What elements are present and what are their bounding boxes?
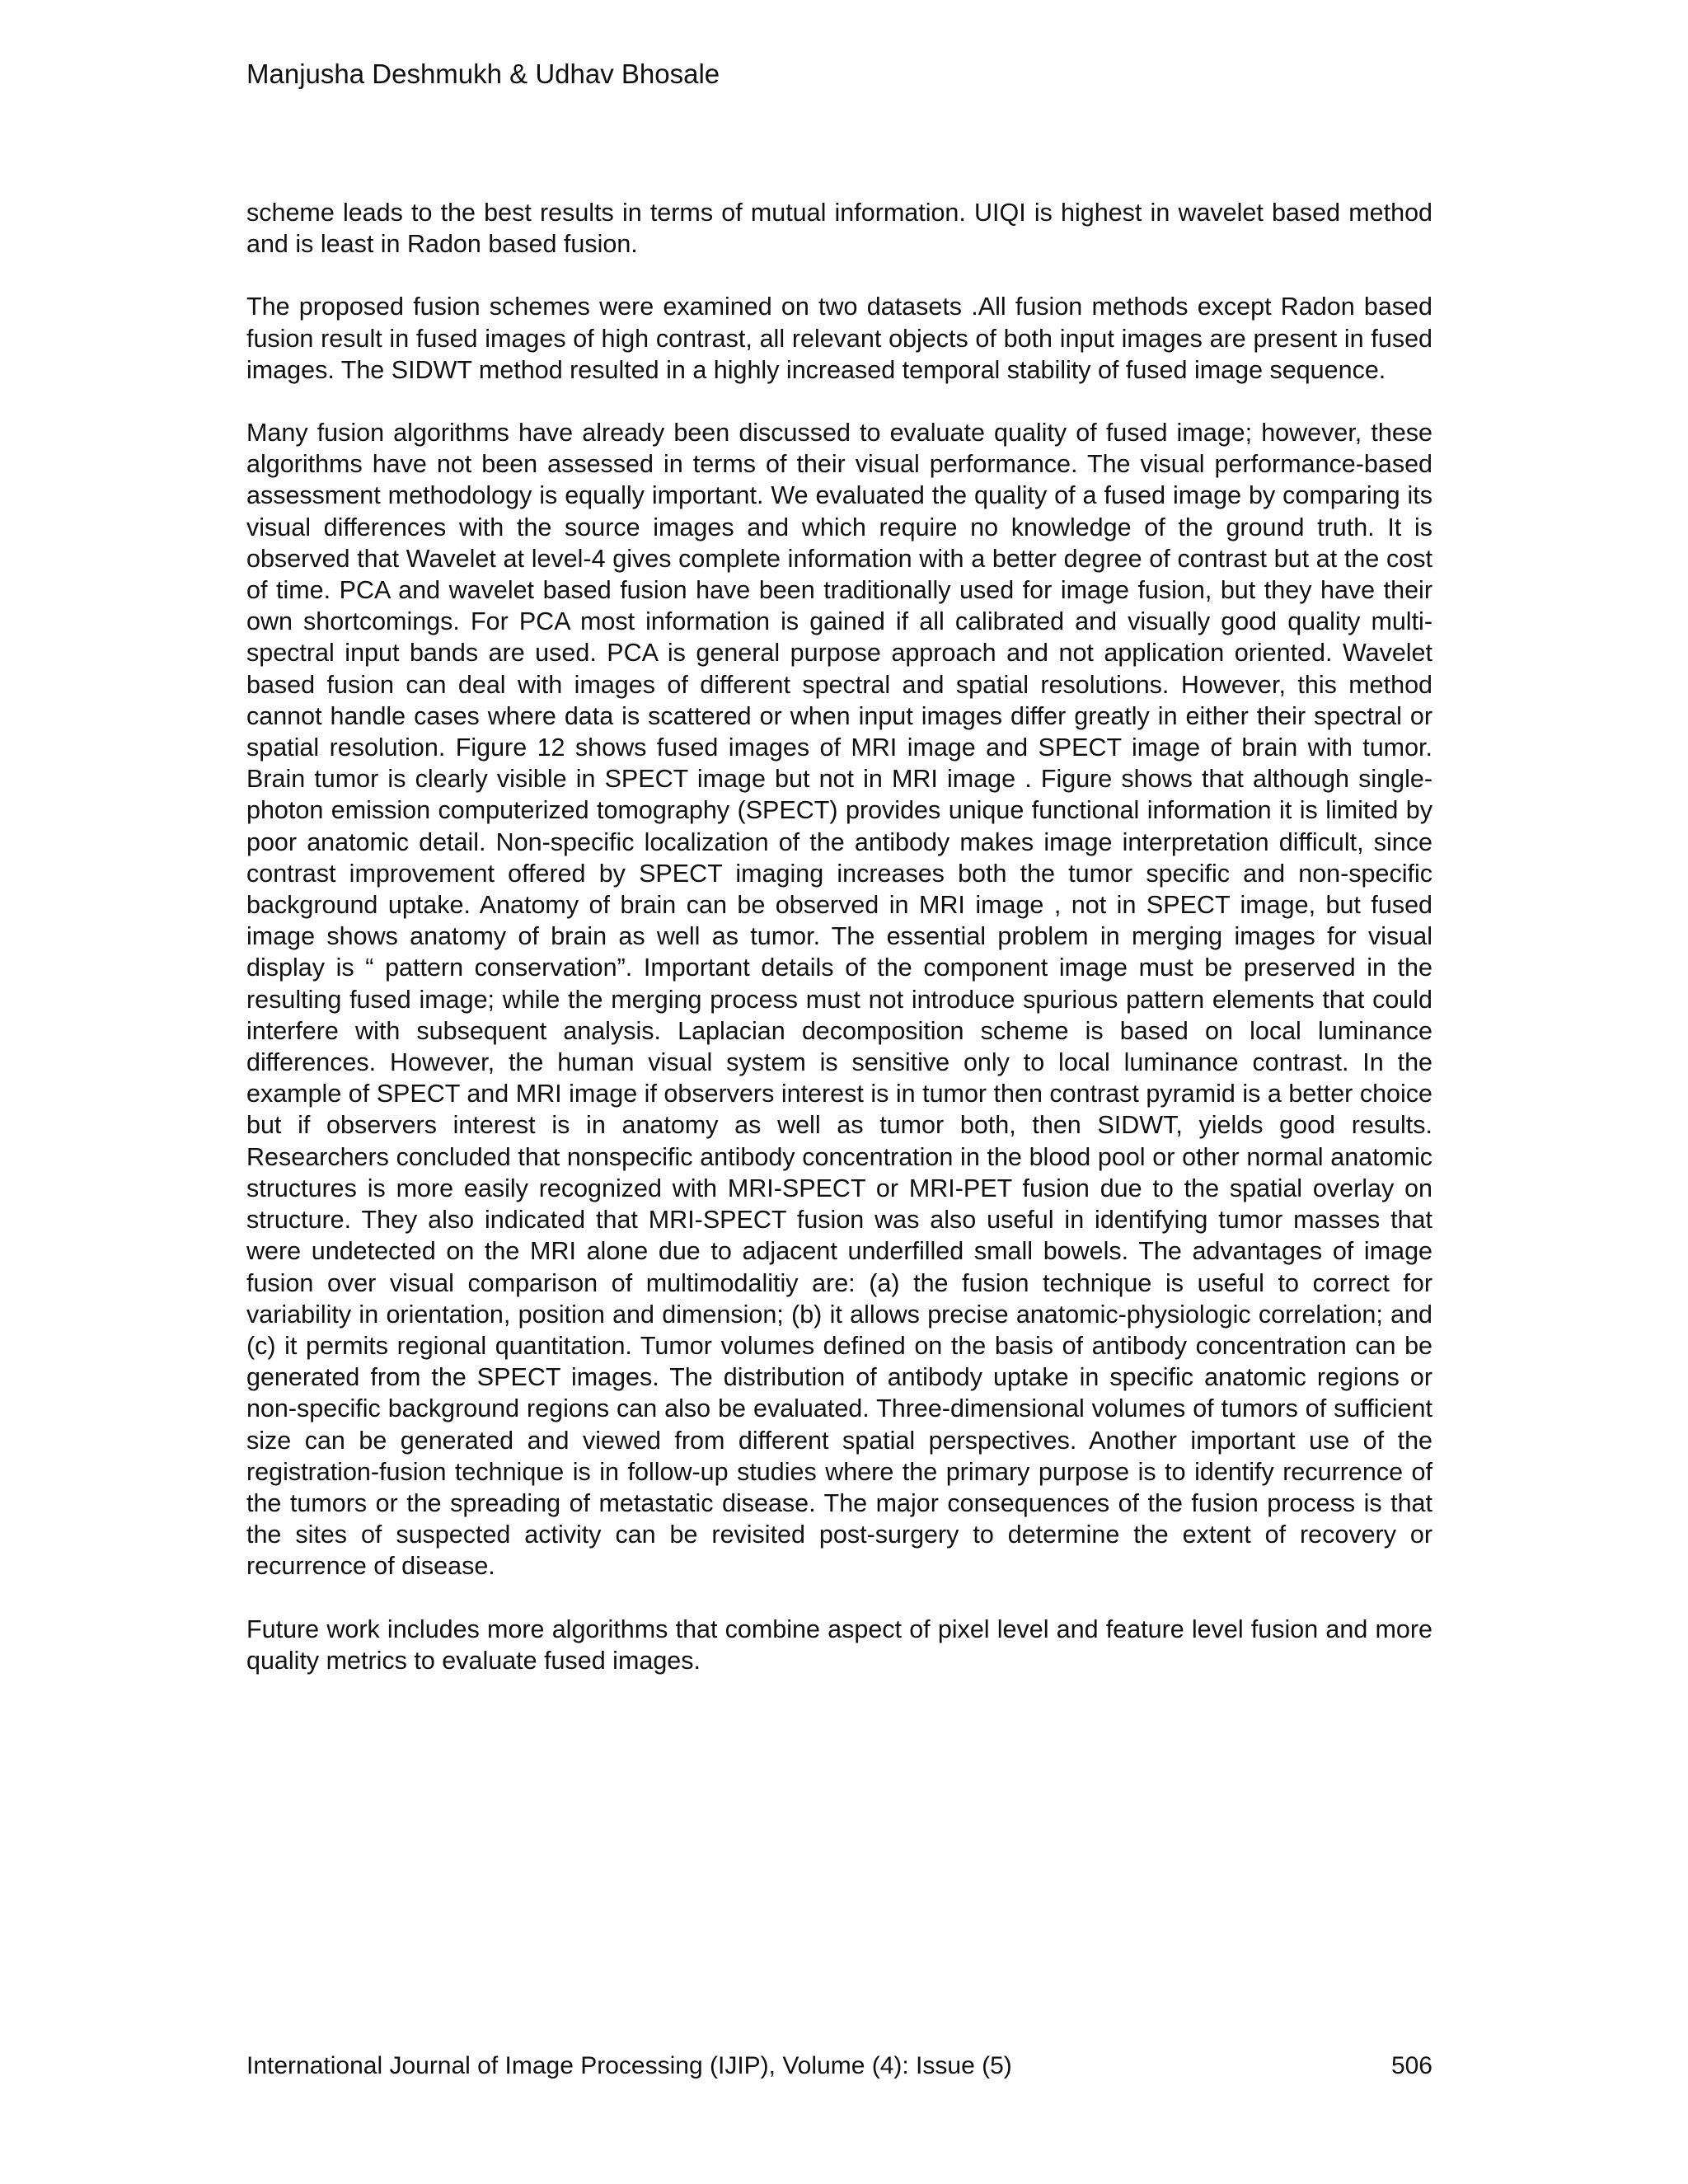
paragraph-future-work: Future work includes more algorithms that combine aspect of pixel level and feature level fusion and more quality metrics to evaluate fused images. bbox=[246, 1615, 1432, 1675]
paragraph-uiqi-results: scheme leads to the best results in terms of mutual information. UIQI is highest in wavelet based method and is least in Radon based fusion. bbox=[246, 199, 1432, 259]
paragraph-discussion: Many fusion algorithms have already been discussed to evaluate quality of fused image; however, these algorithms have not been assessed in terms of their visual performance. The visual performance-based assessment methodology is equally important. We evaluated the quality of a fused image by comparing its visual differences with the source images and which require no knowledge of the ground truth. It is observed that Wavelet at level-4 gives complete information with a better degree of contrast but at the cost of time. PCA and wavelet based fusion have been traditionally used for image fusion, but they have their own shortcomings. For PCA most information is gained if all calibrated and visually good quality multi-spectral input bands are used. PCA is general purpose approach and not application oriented. Wavelet based fusion can deal with images of different spectral and spatial resolutions. However, this method cannot handle cases where data is scattered or when input images differ greatly in either their spectral or spatial resolution. Figure 12 shows fused images of MRI image and SPECT image of brain with tumor. Brain tumor is clearly visible in SPECT image but not in MRI image . Figure shows that although single-photon emission computerized tomography (SPECT) provides unique functional information it is limited by poor anatomic detail. Non-specific localization of the antibody makes image interpretation difficult, since contrast improvement offered by SPECT imaging increases both the tumor specific and non-specific background uptake. Anatomy of brain can be observed in MRI image , not in SPECT image, but fused image shows anatomy of brain as well as tumor. The essential problem in merging images for visual display is “ pattern conservation”. Important details of the component image must be preserved in the resulting fused image; while the merging process must not introduce spurious pattern elements that could interfere with subsequent analysis. Laplacian decomposition scheme is based on local luminance differences. However, the human visual system is sensitive only to local luminance contrast. In the example of SPECT and MRI image if observers interest is in tumor then contrast pyramid is a better choice but if observers interest is in anatomy as well as tumor both, then SIDWT, yields good results. Researchers concluded that nonspecific antibody concentration in the blood pool or other normal anatomic structures is more easily recognized with MRI-SPECT or MRI-PET fusion due to the spatial overlay on structure. They also indicated that MRI-SPECT fusion was also useful in identifying tumor masses that were undetected on the MRI alone due to adjacent underfilled small bowels. The advantages of image fusion over visual comparison of multimodalitiy are: (a) the fusion technique is useful to correct for variability in orientation, position and dimension; (b) it allows precise anatomic-physiologic correlation; and (c) it permits regional quantitation. Tumor volumes defined on the basis of antibody concentration can be generated from the SPECT images. The distribution of antibody uptake in specific anatomic regions or non-specific background regions can also be evaluated. Three-dimensional volumes of tumors of sufficient size can be generated and viewed from different spatial perspectives. Another important use of the registration-fusion technique is in follow-up studies where the primary purpose is to identify recurrence of the tumors or the spreading of metastatic disease. The major consequences of the fusion process is that the sites of suspected activity can be revisited post-surgery to determine the extent of recovery or recurrence of disease. bbox=[246, 419, 1432, 1581]
running-head-authors: Manjusha Deshmukh & Udhav Bhosale bbox=[246, 59, 720, 89]
footer-journal-citation: International Journal of Image Processing (IJIP), Volume (4): Issue (5) bbox=[246, 2052, 1012, 2079]
body-text bbox=[246, 197, 1432, 1708]
paragraph-datasets: The proposed fusion schemes were examined on two datasets .All fusion methods except Radon based fusion result in fused images of high contrast, all relevant objects of both input images are present in fused images. The SIDWT method resulted in a highly increased temporal stability of fused image sequence. bbox=[246, 293, 1432, 384]
page-number: 506 bbox=[1390, 2052, 1432, 2079]
